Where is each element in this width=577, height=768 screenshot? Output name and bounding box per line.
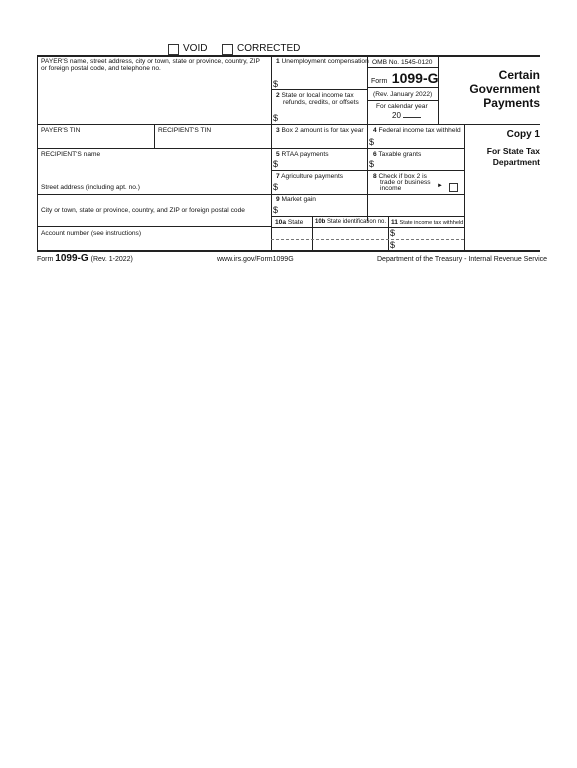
copy-label: Copy 1 xyxy=(506,129,540,140)
payer-info-field[interactable] xyxy=(38,74,270,123)
payer-tin-field[interactable] xyxy=(38,135,153,147)
footer-form-id xyxy=(37,254,133,264)
box2-label-1: 2 State or local income tax xyxy=(276,92,354,99)
form-number: 1099-G xyxy=(391,70,439,86)
recipient-tin-label: RECIPIENT'S TIN xyxy=(158,127,212,134)
box10b-label: 10b State identification no. xyxy=(315,219,387,225)
copy-for xyxy=(466,146,540,168)
form-revision: (Rev. January 2022) xyxy=(373,91,433,98)
box11-field-2[interactable] xyxy=(397,240,463,250)
box11-label: 11 State income tax withheld xyxy=(391,219,464,226)
year-prefix: 20 xyxy=(392,111,401,120)
recipient-tin-field[interactable] xyxy=(155,135,270,147)
box2-field[interactable] xyxy=(280,110,366,123)
copy-for-line-2: Department xyxy=(492,157,540,167)
box6-label: 6 Taxable grants xyxy=(373,151,422,158)
form-title-right xyxy=(440,68,540,110)
payer-info-label-2: or foreign postal code, and telephone no. xyxy=(41,65,161,72)
year-blank xyxy=(403,111,421,118)
calendar-year-field[interactable] xyxy=(392,111,421,120)
title-line-3: Payments xyxy=(483,96,540,110)
box3-field[interactable] xyxy=(272,135,366,147)
payer-info-label: PAYER'S name, street address, city or town, state or province, country, ZIP xyxy=(41,58,260,65)
box8-label-2: trade or business xyxy=(380,179,431,186)
footer-dept: Department of the Treasury - Internal Revenue Service xyxy=(377,256,548,263)
box9-label: 9 Market gain xyxy=(276,196,316,203)
title-line-1: Certain xyxy=(498,68,540,82)
hline-row-tin-bottom xyxy=(37,148,464,149)
vline-col-c xyxy=(464,124,465,251)
box1-label: 1 Unemployment compensation xyxy=(276,58,369,65)
box8-label-1: 8 Check if box 2 is xyxy=(373,173,427,180)
recipient-name-field[interactable] xyxy=(38,159,270,179)
box10a-field-1[interactable] xyxy=(272,228,311,238)
box2-dollar: $ xyxy=(273,113,279,123)
box1-dollar: $ xyxy=(273,79,279,89)
form-top-border xyxy=(37,55,540,57)
calendar-year-label: For calendar year xyxy=(376,103,428,110)
vline-col-b xyxy=(367,55,368,221)
box8-arrow-icon: ► xyxy=(437,183,443,189)
box10a-field-2[interactable] xyxy=(272,240,311,250)
box11-field-1[interactable] xyxy=(397,228,463,238)
footer-url: www.irs.gov/Form1099G xyxy=(217,256,294,263)
box5-dollar: $ xyxy=(273,159,279,169)
footer-rev: (Rev. 1-2022) xyxy=(90,256,133,263)
vline-omb-right xyxy=(438,55,439,124)
box10b-field-1[interactable] xyxy=(313,228,387,238)
hline-row-9-bottom xyxy=(271,216,464,217)
form-title-block xyxy=(371,70,439,88)
box9-dollar: $ xyxy=(273,205,279,215)
title-line-2: Government xyxy=(469,82,540,96)
box10b-field-2[interactable] xyxy=(313,240,387,250)
box10a-label: 10a State xyxy=(275,219,304,226)
box11-dollar-2: $ xyxy=(390,240,396,250)
hline-box1-box2 xyxy=(271,89,368,90)
void-checkbox[interactable] xyxy=(168,44,179,55)
box11-dollar-1: $ xyxy=(390,228,396,238)
hline-row-7-bottom xyxy=(37,194,464,195)
box2-label-2: refunds, credits, or offsets xyxy=(283,99,359,106)
account-label: Account number (see instructions) xyxy=(41,230,142,237)
form-word: Form xyxy=(371,78,388,85)
omb-number: OMB No. 1545-0120 xyxy=(372,59,433,66)
box7-field[interactable] xyxy=(280,181,366,193)
box8-label-3: income xyxy=(380,185,402,192)
box7-dollar: $ xyxy=(273,182,279,192)
hline-rev-cal xyxy=(367,100,438,101)
box4-dollar: $ xyxy=(369,137,375,147)
box4-label: 4 Federal income tax withheld xyxy=(373,127,461,134)
box4-field[interactable] xyxy=(376,135,463,147)
account-field[interactable] xyxy=(38,238,270,249)
hline-omb-form xyxy=(367,67,438,68)
hline-city-bottom xyxy=(37,226,271,227)
void-label: VOID xyxy=(183,43,208,54)
city-field[interactable] xyxy=(38,196,270,225)
corrected-checkbox[interactable] xyxy=(222,44,233,55)
street-label: Street address (including apt. no.) xyxy=(41,184,140,191)
payer-tin-label: PAYER'S TIN xyxy=(41,127,81,134)
corrected-label: CORRECTED xyxy=(237,43,301,54)
vline-10b-11 xyxy=(388,216,389,251)
box8-checkbox[interactable] xyxy=(449,183,458,192)
hline-row-5-bottom xyxy=(271,170,464,171)
box5-field[interactable] xyxy=(280,158,366,169)
city-label: City or town, state or province, country, and ZIP or foreign postal code xyxy=(41,207,245,214)
footer-form-word: Form xyxy=(37,256,54,263)
recipient-name-label: RECIPIENT'S name xyxy=(41,151,101,158)
box5-label: 5 RTAA payments xyxy=(276,151,329,158)
box6-dollar: $ xyxy=(369,159,375,169)
box3-label: 3 Box 2 amount is for tax year xyxy=(276,127,364,134)
copy-for-line-1: For State Tax xyxy=(486,146,540,156)
street-field[interactable] xyxy=(38,179,270,193)
footer-form-number: 1099-G xyxy=(55,253,89,264)
vline-col-a xyxy=(271,55,272,251)
box6-field[interactable] xyxy=(376,158,463,169)
hline-row-tin-top xyxy=(37,124,540,125)
box7-label: 7 Agriculture payments xyxy=(276,173,344,180)
box1-field[interactable] xyxy=(280,75,366,88)
box9-field[interactable] xyxy=(280,204,366,215)
